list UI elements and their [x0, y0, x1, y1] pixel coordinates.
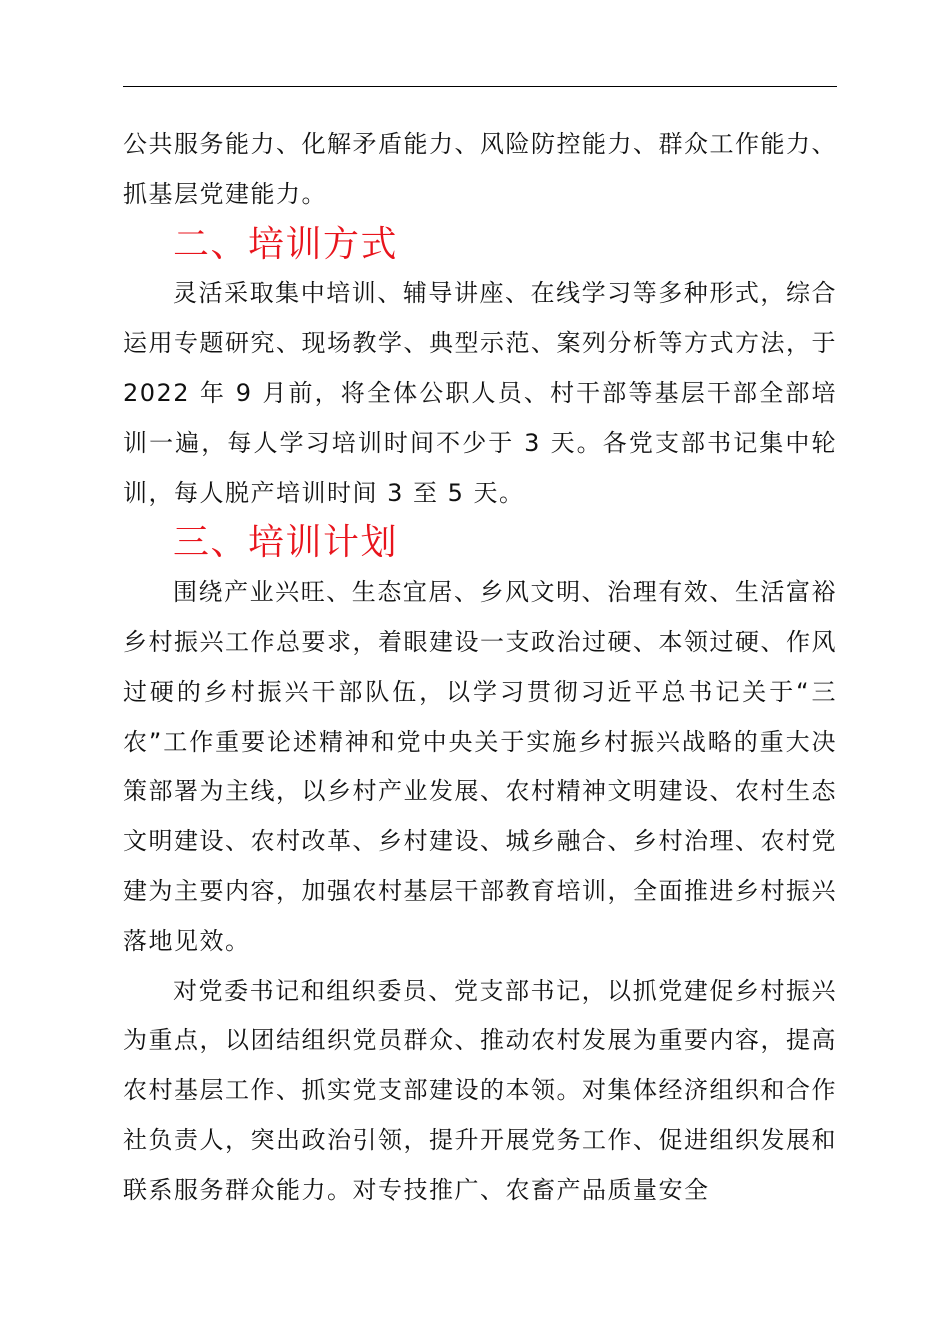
heading-training-plan: 三、培训计划: [173, 522, 399, 564]
paragraph-target-groups: 对党委书记和组织委员、党支部书记，以抓党建促乡村振兴为重点，以团结组织党员群众、推动农村发展为重要内容，提高农村基层工作、抓实党支部建设的本领。对集体经济组织和合作社负责人，突出政治引领，提升开展党务工作、促进组织发展和联系服务群众能力。对专技推广、农畜产品质量安全: [123, 976, 837, 1204]
paragraph-training-methods: 灵活采取集中培训、辅导讲座、在线学习等多种形式，综合运用专题研究、现场教学、典型示范、案列分析等方式方法，于 2022 年 9 月前，将全体公职人员、村干部等基层干部全部培训一遍，每人学习培训时间不少于 3 天。各党支部书记集中轮训，每人脱产培训时间 3 至 5 天。: [123, 279, 837, 507]
header-rule: [123, 86, 837, 87]
heading-training-methods: 二、培训方式: [173, 223, 399, 265]
paragraph-competencies: 公共服务能力、化解矛盾能力、风险防控能力、群众工作能力、抓基层党建能力。: [123, 130, 837, 208]
paragraph-training-plan: 围绕产业兴旺、生态宜居、乡风文明、治理有效、生活富裕乡村振兴工作总要求，着眼建设一支政治过硬、本领过硬、作风过硬的乡村振兴干部队伍，以学习贯彻习近平总书记关于“三农”工作重要论述精神和党中央关于实施乡村振兴战略的重大决策部署为主线，以乡村产业发展、农村精神文明建设、农村生态文明建设、农村改革、乡村建设、城乡融合、乡村治理、农村党建为主要内容，加强农村基层干部教育培训，全面推进乡村振兴落地见效。: [123, 578, 837, 955]
document-body: [123, 120, 837, 1216]
